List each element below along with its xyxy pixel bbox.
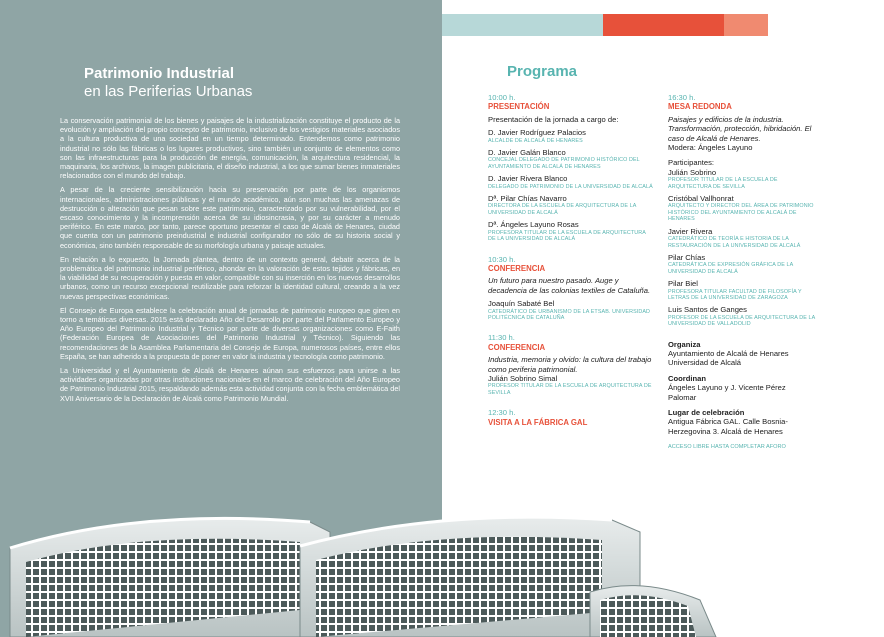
- participant-name: Luis Santos de Ganges: [668, 305, 747, 315]
- participant-name: Javier Rivera: [668, 226, 713, 236]
- speaker-role: CONCEJAL DELEGADO DE PATRIMONIO HISTÓRICO DEL AYUNTAMIENTO DE ALCALÁ DE HENARES: [488, 157, 640, 170]
- participant-role: PROFESOR TITULAR DE LA ESCUELA DE ARQUITECTURA DE SEVILLA: [668, 177, 778, 190]
- session-time: 16:30 h.: [668, 93, 696, 102]
- participant-role: PROFESORA TITULAR FACULTAD DE FILOSOFÍA Y LETRAS DE LA UNIVERSIDAD DE ZARAGOZA: [668, 288, 802, 301]
- speaker-name: D. Javier Galán Blanco: [488, 148, 566, 158]
- speaker-name: D. Javier Rivera Blanco: [488, 174, 568, 184]
- participant-role: CATEDRÁTICO DE TEORÍA E HISTORIA DE LA RESTAURACIÓN DE LA UNIVERSIDAD DE ALCALÁ: [668, 236, 801, 249]
- lugar-line: Antigua Fábrica GAL. Calle Bosnia-: [668, 417, 788, 427]
- paragraph: La conservación patrimonial de los bienes y paisajes de la industrialización constituye el producto de la evolución y ampliación del propio concepto de patrimonio, inclusivo de los vestigios materiales asociados a la cultura productiva de una sociedad en un tiempo determinado. Entendemos como patrimonio industrial no sólo las fábricas o los lugares productivos, sino también un conjunto de elementos como son las infraestructuras para la producción de energía, comunicación, la arquitectura residencial, la maquinaria, los archivos, la imagen publicitaria, el diseño industrial, a los que sumar bienes inmateriales relacionados con el mundo del trabajo.: [60, 116, 400, 181]
- paragraph: El Consejo de Europa establece la celebración anual de jornadas de patrimonio europeo que giren en torno a temáticas diversas. 2015 está declarado Año del Desarrollo por parte del Parlamento Europeo y Año Europeo del Patrimonio Industrial y Técnico por parte de diversas organizaciones como E-Faith (Federación Europea de Asociaciones del Patrimonio Industrial y Técnico). Siguiendo las recomendaciones de la Asamblea Parlamentaria del Consejo de Europa, numerosos países, entre ellos España, se han adherido a la propuesta de poner en valor la industria y tecnología como patrimonio.: [60, 305, 400, 361]
- speaker-role: PROFESORA TITULAR DE LA ESCUELA DE ARQUITECTURA DE LA UNIVERSIDAD DE ALCALÁ: [488, 229, 646, 243]
- session-heading: CONFERENCIA: [488, 342, 546, 352]
- organiza-line: Universidad de Alcalá: [668, 358, 742, 368]
- session-time: 11:30 h.: [488, 333, 515, 343]
- session-heading: MESA REDONDA: [668, 102, 732, 112]
- coordinan-line: Palomar: [668, 392, 697, 402]
- paragraph: La Universidad y el Ayuntamiento de Alcalá de Henares aúnan sus esfuerzos para unirse a las actividades organizadas por otras instituciones nacionales en el marco de celebración del Año Europeo de Patrimonio Industrial 2015, respaldando además esta actividad conjunta con la fecha emblemática del XVII Aniversario de la Declaración de Alcalá como Patrimonio Mundial.: [60, 366, 400, 403]
- round-table-title: Paisajes y edificios de la industria. Transformación, protección, hibridación. El caso de Alcalá de Henares.: [668, 114, 812, 143]
- coordinan-line: Ángeles Layuno y J. Vicente Pérez: [668, 383, 786, 393]
- factory-shed-middle: [300, 517, 640, 637]
- session-time: 10:30 h.: [488, 254, 516, 264]
- participant-role: PROFESOR DE LA ESCUELA DE ARQUITECTURA DE LA UNIVERSIDAD DE VALLADOLID: [668, 314, 815, 328]
- participant-name: Pilar Biel: [668, 279, 698, 289]
- coordinan-label: Coordinan: [668, 373, 706, 383]
- paragraph: En relación a lo expuesto, la Jornada plantea, dentro de un contexto general, debatir acerca de la problemática del patrimonio industrial periférico, ahondar en la valoración de estos tejidos y fábricas, en la viabilidad de su recuperación y puesta en valor, compatible con su inserción en los nuevos desarrollos urbanos, como un recurso excepcional reutilizable para reforzar la identidad cultural, creando a la vez nuevas perspectivas económicas.: [60, 254, 400, 301]
- participants-label: Participantes:: [668, 158, 715, 168]
- participant-name: Pilar Chías: [668, 252, 706, 262]
- access-note: ACCESO LIBRE HASTA COMPLETAR AFORO: [668, 444, 786, 451]
- speaker-role: DIRECTORA DE LA ESCUELA DE ARQUITECTURA DE LA UNIVERSIDAD DE ALCALÁ: [488, 203, 637, 216]
- paragraph: A pesar de la creciente sensibilización hacia su preservación por parte de los organismos internacionales, administraciones públicas y el mundo académico, aún son muchas las amenazas de destrucción o alteración que pesan sobre este patrimonio, caracterizado por su vulnerabilidad, por el escaso conocimiento y la incomprensión acerca de su idiosincrasia, y por su carácter a menudo periférico. En este marco, por tanto, parece oportuno presentar el caso de Alcalá de Henares, ciudad que cuenta con un patrimonio preindustrial e industrial configurador no sólo de su historia social y económica, sino también responsable de su morfología urbana y paisaje actuales.: [60, 185, 400, 250]
- lugar-label: Lugar de celebración: [668, 408, 745, 417]
- speaker-name: Joaquín Sabaté Bel: [488, 299, 555, 309]
- conference-title: Industria, memoria y olvido: la cultura del trabajo como periferia patrimonial.: [488, 355, 652, 374]
- speaker-name: Dª. Pilar Chías Navarro: [488, 194, 567, 204]
- title-line-2: en las Periferias Urbanas: [84, 83, 253, 100]
- speaker-name: Julián Sobrino Simal: [488, 373, 558, 383]
- lugar-line: Herzegovina 3. Alcalá de Henares: [668, 426, 783, 436]
- participant-name: Julián Sobrino: [668, 167, 717, 177]
- session-heading: PRESENTACIÓN: [488, 102, 550, 112]
- conference-title: Un futuro para nuestro pasado. Auge y decadencia de las colonias textiles de Cataluña.: [488, 276, 651, 295]
- title-line-1: Patrimonio Industrial: [84, 65, 235, 82]
- participant-role: ARQUITECTO Y DIRECTOR DEL ÁREA DE PATRIMONIO HISTÓRICO DEL AYUNTAMIENTO DE ALCALÁ DE HENARES: [668, 203, 814, 223]
- participant-role: CATEDRÁTICA DE EXPRESIÓN GRÁFICA DE LA UNIVERSIDAD DE ALCALÁ: [668, 262, 794, 275]
- moderator: Modera: Ángeles Layuno: [668, 143, 753, 153]
- session-time: 12:30 h.: [488, 408, 516, 418]
- factory-shed-right: [590, 586, 716, 637]
- programa-title: Programa: [507, 63, 578, 80]
- organiza-label: Organiza: [668, 339, 701, 349]
- organiza-line: Ayuntamiento de Alcalá de Henares: [668, 348, 789, 358]
- speaker-role: CATEDRÁTICO DE URBANISMO DE LA ETSAB. UNIVERSIDAD POLITÉCNICA DE CATALUÑA: [488, 308, 651, 321]
- session-intro: Presentación de la jornada a cargo de:: [488, 114, 619, 124]
- session-heading: VISITA A LA FÁBRICA GAL: [488, 417, 588, 427]
- speaker-role: ALCALDE DE ALCALÁ DE HENARES: [488, 137, 583, 144]
- participant-name: Cristóbal Vallhonrat: [668, 194, 734, 204]
- speaker-role: DELEGADO DE PATRIMONIO DE LA UNIVERSIDAD DE ALCALÁ: [488, 183, 653, 190]
- speaker-name: D. Javier Rodríguez Palacios: [488, 128, 586, 138]
- speaker-role: PROFESOR TITULAR DE LA ESCUELA DE ARQUITECTURA DE SEVILLA: [488, 383, 652, 396]
- factory-shed-left: [10, 518, 330, 637]
- speaker-name: Dª. Ángeles Layuno Rosas: [488, 220, 579, 230]
- session-heading: CONFERENCIA: [488, 263, 546, 273]
- session-time: 10:00 h.: [488, 93, 516, 102]
